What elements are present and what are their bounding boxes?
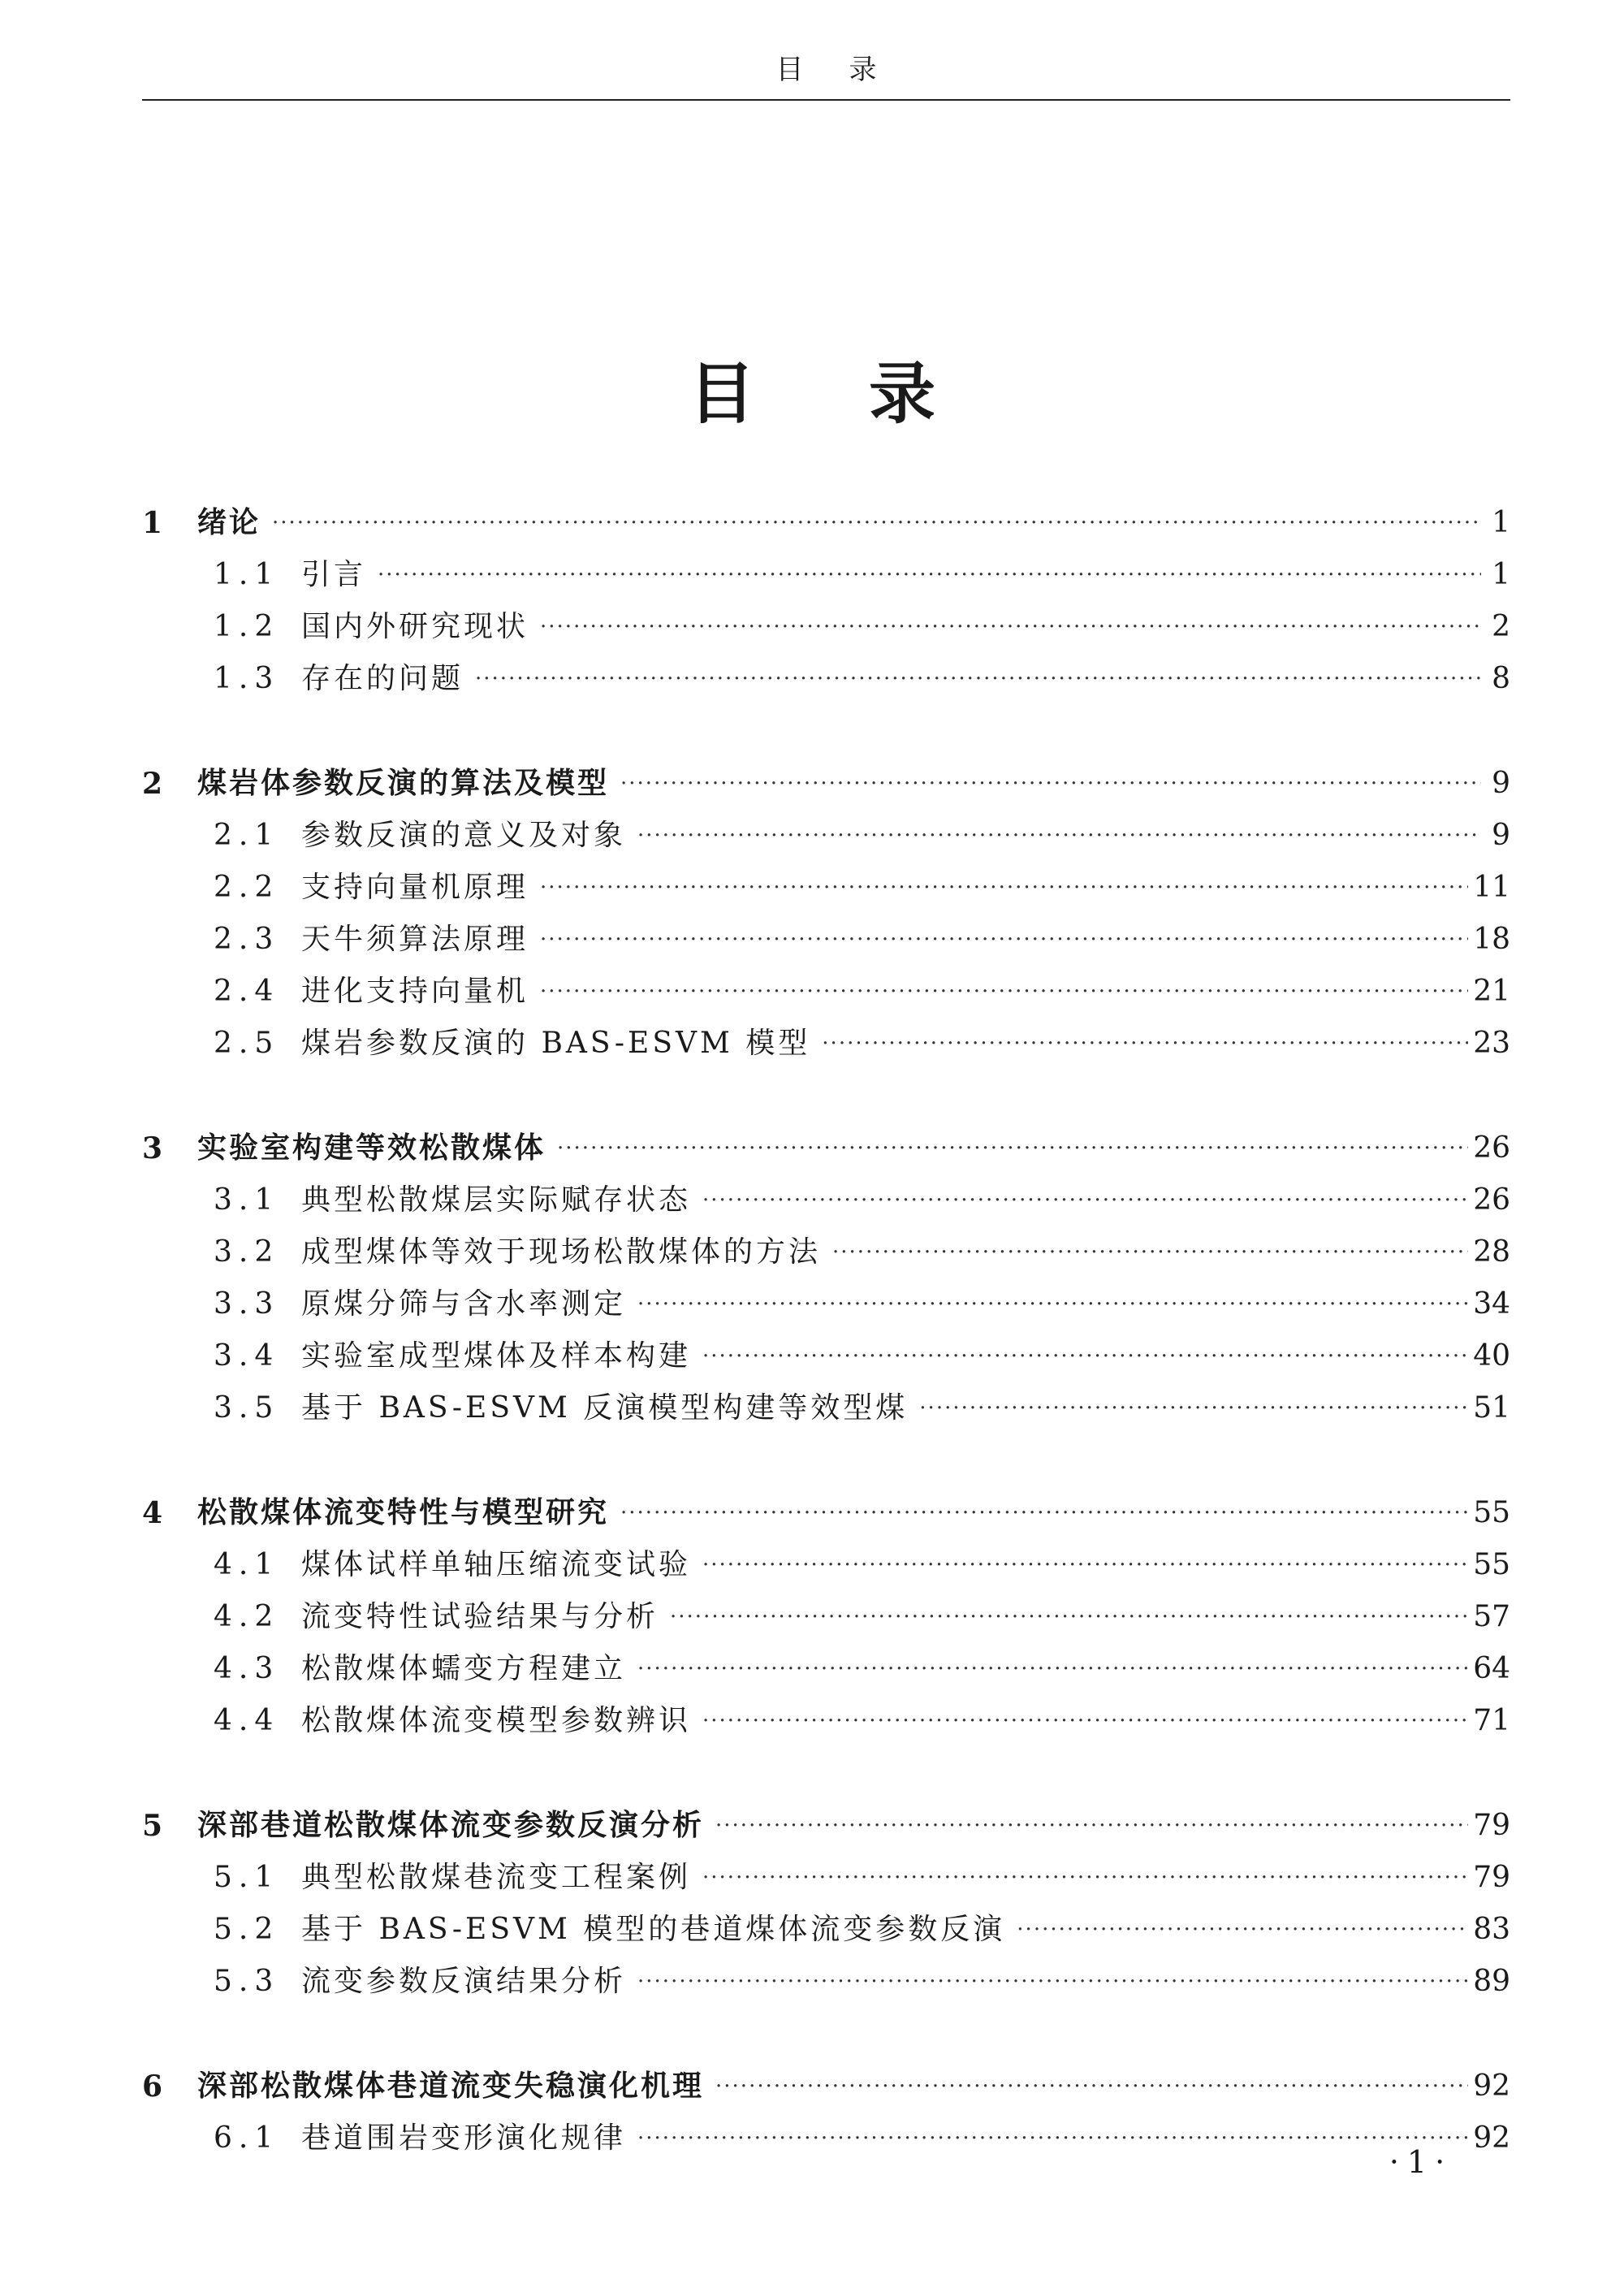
- toc-page: 11: [1473, 871, 1510, 904]
- toc-title: 存在的问题: [301, 662, 464, 695]
- toc-leader: [702, 1853, 1468, 1902]
- toc-title: 深部松散煤体巷道流变失稳演化机理: [197, 2069, 705, 2103]
- toc-section-5-3[interactable]: [214, 1957, 1510, 2006]
- toc-section-2-4[interactable]: [214, 967, 1510, 1016]
- toc-title: 松散煤体流变模型参数辨识: [301, 1704, 692, 1737]
- toc-title: 典型松散煤巷流变工程案例: [301, 1861, 692, 1894]
- toc-leader: [715, 2062, 1468, 2111]
- toc-chapter-3[interactable]: [142, 1124, 1510, 1173]
- toc-leader: [620, 759, 1481, 808]
- toc-number: 6: [142, 2069, 163, 2104]
- toc-title: 巷道围岩变形演化规律: [301, 2121, 627, 2155]
- running-header: 目录: [775, 54, 922, 86]
- toc-title: 进化支持向量机: [301, 975, 529, 1008]
- toc-leader: [272, 499, 1481, 547]
- toc-section-3-2[interactable]: [214, 1228, 1510, 1277]
- toc-number: 2: [142, 767, 163, 801]
- toc-page: 23: [1473, 1027, 1510, 1060]
- toc-title: 典型松散煤层实际赋存状态: [301, 1183, 692, 1217]
- toc-number: 1.3: [214, 662, 280, 695]
- toc-title: 绪论: [197, 506, 261, 539]
- toc-number: 3: [142, 1131, 163, 1165]
- toc-title: 煤岩体参数反演的算法及模型: [197, 767, 610, 800]
- toc-title: 国内外研究现状: [301, 610, 529, 643]
- toc-leader: [715, 1801, 1468, 1850]
- toc-number: 5.2: [214, 1913, 280, 1946]
- toc-number: 5.1: [214, 1861, 280, 1894]
- toc-section-4-1[interactable]: [214, 1541, 1510, 1589]
- toc-leader: [919, 1384, 1468, 1433]
- toc-number: 3.3: [214, 1287, 280, 1321]
- toc-number: 4.4: [214, 1704, 280, 1737]
- toc-title: 实验室构建等效松散煤体: [197, 1131, 546, 1165]
- toc-section-4-4[interactable]: [214, 1697, 1510, 1745]
- toc-page: 1: [1492, 558, 1510, 591]
- toc-page: 28: [1473, 1235, 1510, 1269]
- toc-title: 天牛须算法原理: [301, 923, 529, 956]
- toc-number: 1.1: [214, 558, 280, 591]
- toc-page: 18: [1473, 923, 1510, 956]
- toc-page: 89: [1473, 1965, 1510, 1998]
- toc-section-3-4[interactable]: [214, 1332, 1510, 1381]
- toc-page: 21: [1473, 975, 1510, 1008]
- toc-title: 流变特性试验结果与分析: [301, 1600, 659, 1633]
- toc-leader: [637, 811, 1481, 860]
- toc-page: 1: [1492, 506, 1510, 539]
- toc-page: 55: [1473, 1548, 1510, 1581]
- toc-title: 原煤分筛与含水率测定: [301, 1287, 627, 1321]
- toc-leader: [637, 1280, 1468, 1329]
- toc-title: 流变参数反演结果分析: [301, 1965, 627, 1998]
- toc-number: 2.2: [214, 871, 280, 904]
- toc-number: 5.3: [214, 1965, 280, 1998]
- toc-chapter-5[interactable]: [142, 1801, 1510, 1850]
- toc-page: 71: [1473, 1704, 1510, 1737]
- page-number: ·1·: [1389, 2144, 1453, 2180]
- toc-section-5-2[interactable]: [214, 1905, 1510, 1954]
- toc-number: 3.1: [214, 1183, 280, 1217]
- toc-leader: [620, 1489, 1468, 1537]
- toc-section-1-3[interactable]: [214, 655, 1510, 703]
- toc-title: 支持向量机原理: [301, 871, 529, 904]
- toc-title: 成型煤体等效于现场松散煤体的方法: [301, 1235, 822, 1269]
- toc-section-1-1[interactable]: [214, 551, 1510, 599]
- toc-leader: [637, 1645, 1468, 1693]
- toc-page: 9: [1492, 767, 1510, 800]
- toc-section-3-5[interactable]: [214, 1384, 1510, 1433]
- toc-section-2-5[interactable]: [214, 1019, 1510, 1068]
- toc-section-6-1[interactable]: [214, 2114, 1510, 2163]
- toc-page: 79: [1473, 1809, 1510, 1842]
- toc-number: 4.3: [214, 1652, 280, 1685]
- toc-page: 57: [1473, 1600, 1510, 1633]
- toc-number: 1: [142, 506, 163, 540]
- toc-chapter-4[interactable]: [142, 1489, 1510, 1537]
- toc-page: 55: [1473, 1496, 1510, 1529]
- toc-page: 26: [1473, 1183, 1510, 1217]
- toc-leader: [540, 967, 1468, 1016]
- toc-page: 92: [1473, 2069, 1510, 2103]
- toc-number: 4.1: [214, 1548, 280, 1581]
- toc-page: 40: [1473, 1339, 1510, 1373]
- toc-section-4-2[interactable]: [214, 1593, 1510, 1641]
- toc-title: 深部巷道松散煤体流变参数反演分析: [197, 1809, 705, 1842]
- toc-page: 51: [1473, 1391, 1510, 1425]
- toc-chapter-2[interactable]: [142, 759, 1510, 808]
- toc-leader: [475, 655, 1481, 703]
- toc-page: 2: [1492, 610, 1510, 643]
- toc-number: 4.2: [214, 1600, 280, 1633]
- toc-number: 5: [142, 1809, 163, 1843]
- toc-leader: [540, 915, 1468, 964]
- toc-leader: [1017, 1905, 1468, 1954]
- toc-leader: [637, 2114, 1468, 2163]
- toc-leader: [670, 1593, 1468, 1641]
- toc-number: 6.1: [214, 2121, 280, 2155]
- toc-title: 煤岩参数反演的 BAS-ESVM 模型: [301, 1027, 811, 1060]
- toc-page: 64: [1473, 1652, 1510, 1685]
- toc-title: 参数反演的意义及对象: [301, 819, 627, 852]
- toc-section-3-1[interactable]: [214, 1176, 1510, 1225]
- toc-section-2-1[interactable]: [214, 811, 1510, 860]
- toc-section-3-3[interactable]: [214, 1280, 1510, 1329]
- toc-title: 煤体试样单轴压缩流变试验: [301, 1548, 692, 1581]
- toc-chapter-6[interactable]: [142, 2062, 1510, 2111]
- toc-section-2-3[interactable]: [214, 915, 1510, 964]
- toc-title: 松散煤体流变特性与模型研究: [197, 1496, 610, 1529]
- toc-page: 92: [1473, 2121, 1510, 2155]
- toc-number: 1.2: [214, 610, 280, 643]
- toc-page: 79: [1473, 1861, 1510, 1894]
- toc-section-2-2[interactable]: [214, 863, 1510, 912]
- toc-number: 3.4: [214, 1339, 280, 1373]
- toc-leader: [702, 1697, 1468, 1745]
- toc-leader: [637, 1957, 1468, 2006]
- toc-page: 34: [1473, 1287, 1510, 1321]
- toc-leader: [702, 1176, 1468, 1225]
- toc-number: 2.3: [214, 923, 280, 956]
- toc-number: 4: [142, 1496, 163, 1530]
- toc-page: 26: [1473, 1131, 1510, 1165]
- toc-title: 引言: [301, 558, 367, 591]
- toc-title: 基于 BAS-ESVM 模型的巷道煤体流变参数反演: [301, 1913, 1006, 1946]
- toc-title: 实验室成型煤体及样本构建: [301, 1339, 692, 1373]
- toc-number: 2.1: [214, 819, 280, 852]
- toc-page: 83: [1473, 1913, 1510, 1946]
- toc-page: 8: [1492, 662, 1510, 695]
- toc-leader: [540, 863, 1468, 912]
- toc-leader: [540, 603, 1481, 651]
- toc-leader: [557, 1124, 1468, 1173]
- toc-section-1-2[interactable]: [214, 603, 1510, 651]
- toc-chapter-1[interactable]: [142, 499, 1510, 547]
- toc-title: 基于 BAS-ESVM 反演模型构建等效型煤: [301, 1391, 909, 1425]
- toc-number: 3.5: [214, 1391, 280, 1425]
- page-title: 目录: [688, 356, 1049, 433]
- toc-section-5-1[interactable]: [214, 1853, 1510, 1902]
- toc-number: 2.5: [214, 1027, 280, 1060]
- toc-leader: [378, 551, 1481, 599]
- toc-leader: [702, 1332, 1468, 1381]
- toc-title: 松散煤体蠕变方程建立: [301, 1652, 627, 1685]
- toc-page: 9: [1492, 819, 1510, 852]
- toc-number: 2.4: [214, 975, 280, 1008]
- toc-leader: [832, 1228, 1468, 1277]
- toc-leader: [702, 1541, 1468, 1589]
- toc-number: 3.2: [214, 1235, 280, 1269]
- toc-section-4-3[interactable]: [214, 1645, 1510, 1693]
- toc-leader: [822, 1019, 1468, 1068]
